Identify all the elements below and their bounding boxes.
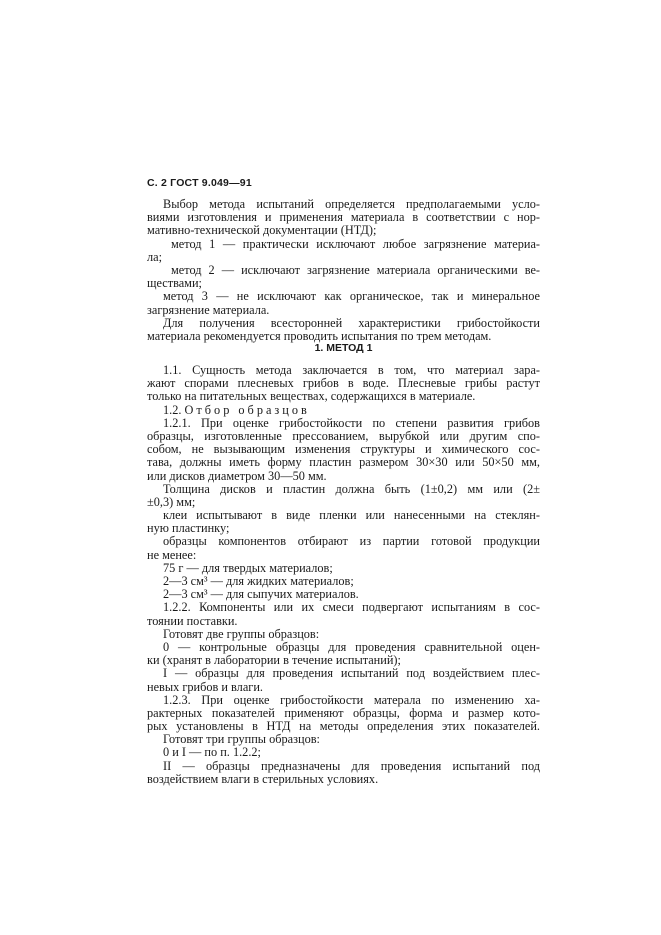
text-line: образцы, изготовленные прессованием, вырубкой или другим спо-	[147, 428, 540, 443]
text-line: Готовят две группы образцов:	[163, 626, 320, 641]
text-line: Выбор метода испытаний определяется предполагаемыми усло-	[163, 197, 540, 211]
text-line: 1.1. Сущность метода заключается в том, что материал зара-	[163, 363, 540, 377]
text-line: ществами;	[147, 276, 202, 291]
text-line: невых грибов и влаги.	[147, 679, 263, 694]
text-line: собом, не вызывающим изменения структуры и химического сос-	[147, 442, 540, 457]
section-title: 1. МЕТОД 1	[314, 342, 373, 354]
text-line: воздействием влаги в стерильных условиях.	[147, 771, 379, 786]
text-line: метод 2 — исключают загрязнение материала органическими ве-	[171, 262, 540, 277]
text-line: мативно-технической документации (НТД);	[147, 223, 377, 238]
text-line: 75 г — для твердых материалов;	[163, 560, 333, 575]
text-line: 1.2.2. Компоненты или их смеси подвергают испытаниям в сос-	[163, 600, 540, 615]
text-line: ки (хранят в лаборатории в течение испытаний);	[147, 653, 401, 668]
text-line: метод 1 — практически исключают любое загрязнение материа-	[171, 236, 540, 251]
text-line: II — образцы предназначены для проведения испытаний под	[163, 758, 540, 773]
subsection-number: 1.2.	[163, 402, 182, 417]
intro-paragraphs	[147, 198, 540, 343]
text-line	[147, 404, 540, 417]
text-line: жают спорами плесневых грибов в воде. Плесневые грибы растут	[147, 376, 540, 391]
text-line: 1.2.1. При оценке грибостойкости по степени развития грибов	[163, 415, 540, 430]
text-line: Для получения всесторонней характеристики грибостойкости	[163, 315, 540, 330]
section-body	[147, 364, 540, 786]
text-line: ную пластинку;	[147, 521, 230, 536]
text-line: не менее:	[147, 547, 197, 562]
text-line: ла;	[147, 249, 163, 264]
text-line: материала рекомендуется проводить испытания по трем методам.	[147, 328, 492, 343]
text-line: тоянии поставки.	[147, 613, 238, 628]
text-line: или дисков диаметром 30—50 мм.	[147, 468, 327, 483]
text-line: Готовят три группы образцов:	[163, 732, 320, 747]
text-line: рактерных показателей применяют образцы, форма и размер кото-	[147, 705, 540, 720]
text-line: тава, должны иметь форму пластин размером 30×30 или 50×50 мм,	[147, 455, 540, 470]
text-line: 1.2.3. При оценке грибостойкости матерала по изменению ха-	[163, 692, 540, 707]
text-line: Толщина дисков и пластин должна быть (1±0,2) мм или (2±	[163, 481, 540, 496]
text-line: рых установлены в НТД на методы определения этих показателей.	[147, 719, 540, 734]
subsection-title: Отбор образцов	[184, 402, 310, 417]
text-line: образцы компонентов отбирают из партии готовой продукции	[163, 534, 540, 549]
text-line: только на питательных веществах, содержащихся в материале.	[147, 389, 476, 404]
page-header: С. 2 ГОСТ 9.049—91	[147, 177, 252, 189]
text-line: 0 и I — по п. 1.2.2;	[163, 745, 261, 760]
text-line: загрязнение материала.	[147, 302, 270, 317]
text-line: 2—3 см³ — для сыпучих материалов.	[163, 587, 359, 602]
text-line: клеи испытывают в виде пленки или нанесенными на стеклян-	[163, 508, 540, 523]
text-line: ±0,3) мм;	[147, 494, 196, 509]
text-line: виями изготовления и применения материала в соответствии с нор-	[147, 210, 540, 225]
text-line: метод 3 — не исключают как органическое, так и минеральное	[163, 289, 540, 304]
text-line: I — образцы для проведения испытаний под воздействием плес-	[163, 666, 540, 681]
text-line: 0 — контрольные образцы для проведения сравнительной оцен-	[163, 639, 540, 654]
text-line: 2—3 см³ — для жидких материалов;	[163, 574, 354, 588]
